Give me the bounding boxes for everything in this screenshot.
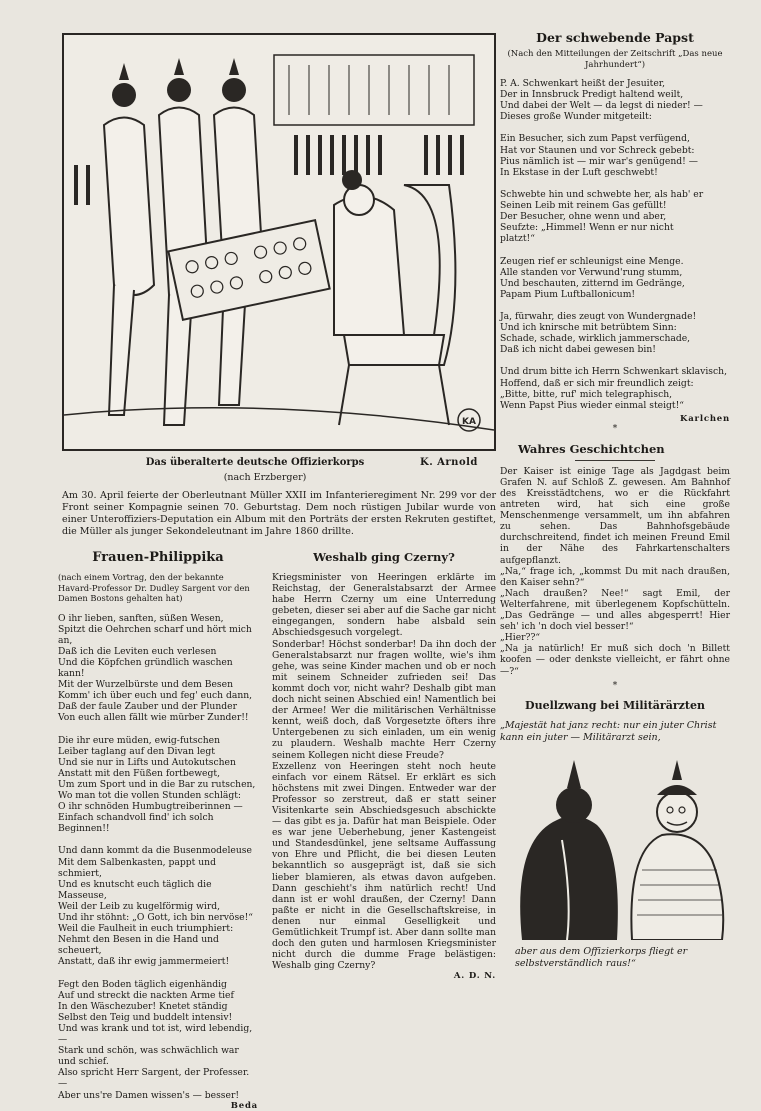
czerny-signature: A. D. N. [453, 971, 496, 982]
illustration-caption: Das überalterte deutsche Offizierkorps [145, 457, 365, 468]
frauen-signature: Beda [230, 1100, 258, 1111]
wahres-title: Wahres Geschichtchen [518, 441, 665, 456]
czerny-column [272, 550, 496, 981]
wahres-text: Der Kaiser ist einige Tage als Jagdgast beim Grafen N. auf Schloß Z. gewesen. Am Bahnhof des Kreisstädtchens, wo er die Rückfahrt antreten wird, hat sich eine große Menschenmenge versammelt, um ihn abfahren zu sehen. Das Bahnhofsgebäude durchschreitend, findet ich meinen Freund Emil in der Nähe des Fahrkartenschalters aufgepflanzt. „Na,“ frage ich, „kommst Du mit nach draußen, den Kaiser sehn?“ „Nach draußen? Nee!“ sagt Emil, der Welterfahrene, mit überlegenem Kopfschütteln. „Das Gedränge — und alles abgesperrt! Hier seh' ich 'n doch viel besser!“ „Hier??“ „Na ja natürlich! Er muß sich doch 'n Billett koofen — oder denkste vielleicht, er fährt ohne —?“ [500, 465, 730, 677]
frauen-poem: O ihr lieben, sanften, süßen Wesen, Spitzt die Oehrchen scharf und hört mich an, Daß ich die Leviten euch verlesen Und die Köpfchen gründlich waschen kann! Mit der Wurzelbürste und dem Besen Komm' ich über euch und feg' euch dann, Daß der faule Zauber und der Plunder Von euch allen fällt wie mürber Zunder!! Die ihr eure müden, ewig-futschen Leiber taglang auf den Divan legt Und sie nur in Lifts und Autokutschen Anstatt mit den Füßen fortbewegt, Um zum Sport und in die Bar zu rutschen, Wo man tot die vollen Stunden schlägt: O ihr schnöden Humbugtreiberinnen — Einfach schandvoll find' ich solch Beginnen!! Und dann kommt da die Busenmodeleuse Mit dem Salbenkasten, pappt und schmiert, Und es knutscht euch täglich die Masseuse, Weil der Leib zu kugelförmig wird, Und ihr stöhnt: „O Gott, ich bin nervöse!“ Weil die Faulheit in euch triumphiert: Nehmt den Besen in die Hand und scheuert, Anstatt, daß ihr ewig jammermeiert! Fegt den Boden täglich eigenhändig Auf und streckt die nackten Arme tief In den Wäschezuber! Knetet ständig Selbst den Teig und buddelt intensiv! Und was krank und tot ist, wird lebendig, — Stark und schön, was schwächlich war und schief. Also spricht Herr Sargent, der Professer. — Aber uns're Damen wissen's — besser! [58, 612, 256, 1101]
wahres-rule [575, 460, 655, 461]
frauen-column [58, 550, 258, 1111]
papst-poem: P. A. Schwenkart heißt der Jesuiter, Der in Innsbruck Predigt haltend weilt, Und dabei der Welt — da legst di nieder! — Dieses große Wunder mitgeteilt: Ein Besucher, sich zum Papst verfügend, Hat vor Staunen und vor Schreck gebebt: Pius nämlich ist — mir war's genügend! — In Ekstase in der Luft geschwebt! Schwebte hin und schwebte her, als hab' er Seinen Leib mit reinem Gas gefüllt! Der Besucher, ohne wenn und aber, Seufzte: „Himmel! Wenn er nur nicht platzt!“ Zeugen rief er schleunigst eine Menge. Alle standen vor Verwund'rung stumm, Und beschauten, zitternd im Gedränge, Papam Pium Luftballonicum! Ja, fürwahr, dies zeugt von Wundergnade! Und ich knirsche mit betrübtem Sinn: Schade, schade, wirklich jammerschade, Daß ich nicht dabei gewesen bin! Und drum bitte ich Herrn Schwenkart sklavisch, Hoffend, daß er sich mir freundlich zeigt: „Bitte, bitte, ruf' mich telegraphisch, Wenn Papst Pius wieder einmal steigt!“ [500, 78, 727, 411]
doctors-drawing [512, 750, 730, 940]
papst-signature: Karlchen [680, 413, 730, 424]
frauen-title: Frauen-Philippika [92, 550, 224, 565]
papst-subtitle: (Nach den Mitteilungen der Zeitschrift „Das neue Jahrhundert“) [507, 49, 723, 70]
duell-quote: „Majestät hat janz recht: nur ein juter Christ kann ein juter — Militärarzt sein, [500, 719, 717, 743]
illustration-subcaption: (nach Erzberger) [223, 472, 307, 483]
frauen-subtitle: (nach einem Vortrag, den der bekannte Havard-Professor Dr. Dudley Sargent vor den Damen Bostons gehalten hat) [58, 572, 250, 603]
duell-title: Duellzwang bei Militärärzten [525, 698, 705, 712]
czerny-title: Weshalb ging Czerny? [313, 550, 455, 564]
czerny-text: Kriegsminister von Heeringen erklärte im Reichstag, der Generalstabsarzt der Armee habe Herrn Czerny um eine Unterredung gebeten, dieser sei aber auf die Sache gar nicht eingegangen, sondern habe alsbald sein Abschiedsgesuch vorgelegt. Sonderbar! Höchst sonderbar! Da ihn doch der Generalstabsarzt nur fragen wollte, wie's ihm gehe, was seine Kinder machen und ob er noch mit seinem Schneider zufrieden sei! Das kommt doch vor, nicht wahr? Deshalb gibt man doch nicht seinen Abschied ein! Namentlich bei der Armee! Wer die militärischen Verhältnisse kennt, weiß doch, daß Vorgesetzte öfters ihre Untergebenen zu sich einladen, um ein wenig zu plaudern. Weshalb machte Herr Czerny seinem Kollegen nicht diese Freude? Exzellenz von Heeringen steht noch heute einfach vor einem Rätsel. Er erklärt es sich höchstens mit zwei Dingen. Entweder war der Professor so zerstreut, daß er statt seiner Visitenkarte sein Abschiedsgesuch abschickte — das gibt es ja. Dafür hat man Beispiele. Oder es war jene Ueberhebung, jener Kastengeist und Standesdünkel, jene seltsame Auffassung von Ehre und Pflicht, die bei diesen Leuten bekanntlich so ausgeprägt ist, daß sie sich lieber blamieren, als etwas davon aufgeben. Dann geschieht's ihm natürlich recht! Und dann ist er wohl draußen, der Czerny! Dann paßte er nicht in die Gesellschaftskreise, in denen nur einmal Geselligkeit und Gemütlichkeit Trumpf ist. Aber dann sollte man doch den guten und harmlosen Kriegsminister nicht durch die dumme Frage belästigen: Weshalb ging Czerny? [272, 572, 496, 972]
officers-drawing [64, 35, 494, 449]
separator-star: * [612, 423, 618, 434]
illustration-author: K. Arnold [420, 457, 478, 468]
illustration-officers-album [62, 33, 496, 451]
illustration-military-doctors [512, 750, 730, 940]
duell-caption: aber aus dem Offizierkorps fliegt er selbstverständlich raus!“ [515, 946, 688, 969]
intro-paragraph: Am 30. April feierte der Oberleutnant Müller XXII im Infanterieregiment Nr. 299 vor der Front seiner Kompagnie seinen 70. Geburtstag. Dem noch rüstigen Jubilar wurde von einer Unteroffiziers-Deputation ein Album mit den Porträts der ersten Rekruten gestiftet, die Müller als junger Sekondeleutnant im Jahre 1860 drillte. [62, 490, 496, 537]
right-column [500, 30, 730, 744]
artist-monogram: KA [462, 417, 476, 427]
separator-star-2: * [612, 680, 618, 691]
papst-title: Der schwebende Papst [536, 30, 694, 45]
